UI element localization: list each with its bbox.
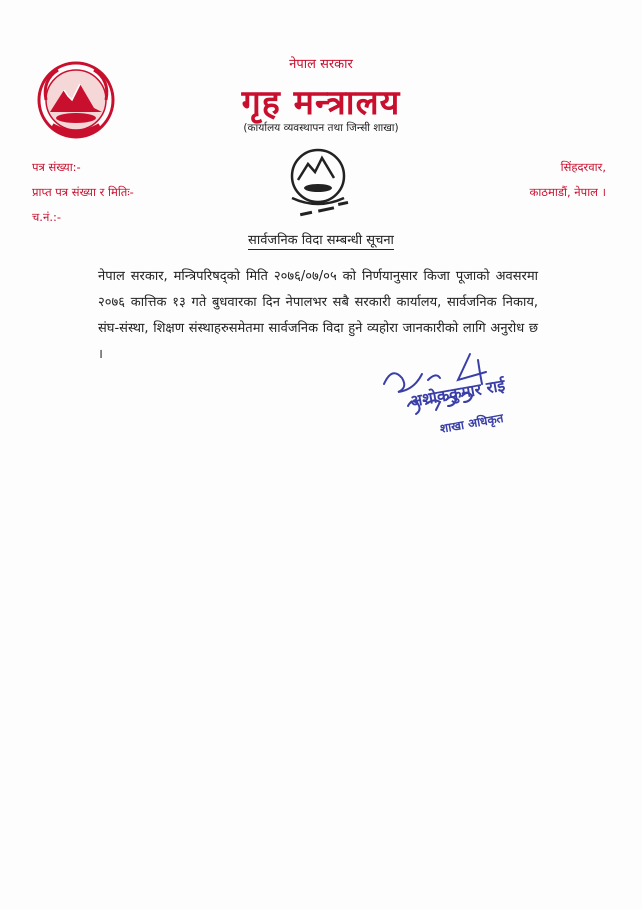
letter-number-label: पत्र संख्या:- <box>32 160 81 174</box>
signatory-role: शाखा अधिकृत <box>438 410 505 436</box>
government-label: नेपाल सरकार <box>289 57 353 72</box>
notice-title <box>0 230 642 248</box>
received-letter-label: प्राप्त पत्र संख्या र मितिः- <box>32 185 134 199</box>
notice-title-text: सार्वजनिक विदा सम्बन्धी सूचना <box>248 233 394 248</box>
department-label: (कार्यालय व्यवस्थापन तथा जिन्सी शाखा) <box>243 122 399 134</box>
notice-body: नेपाल सरकार, मन्त्रिपरिषद्को मिति २०७६/०७/०५ को निर्णयानुसार किजा पूजाको अवसरमा २०७६ कात्तिक १३ गते बुधवारका दिन नेपालभर सबै सरकारी कार्यालय, सार्वजनिक निकाय, संघ-संस्था, शिक्षण संस्थाहरुसमेतमा सार्वजनिक विदा हुने व्यहोरा जानकारीको लागि अनुरोध छ । <box>98 269 538 362</box>
ministry-title: गृह मन्त्रालय <box>241 83 401 123</box>
signatory-name: अशोककुमार राई <box>408 375 507 411</box>
letter-meta-left <box>32 155 134 230</box>
dispatch-number-label: च.नं.:- <box>32 210 62 224</box>
letter-meta-right <box>530 155 607 205</box>
location-line-2: काठमाडौं, नेपाल । <box>529 185 606 199</box>
ministry-stamp-icon <box>270 136 366 232</box>
location-line-1: सिंहदरवार, <box>560 160 606 174</box>
